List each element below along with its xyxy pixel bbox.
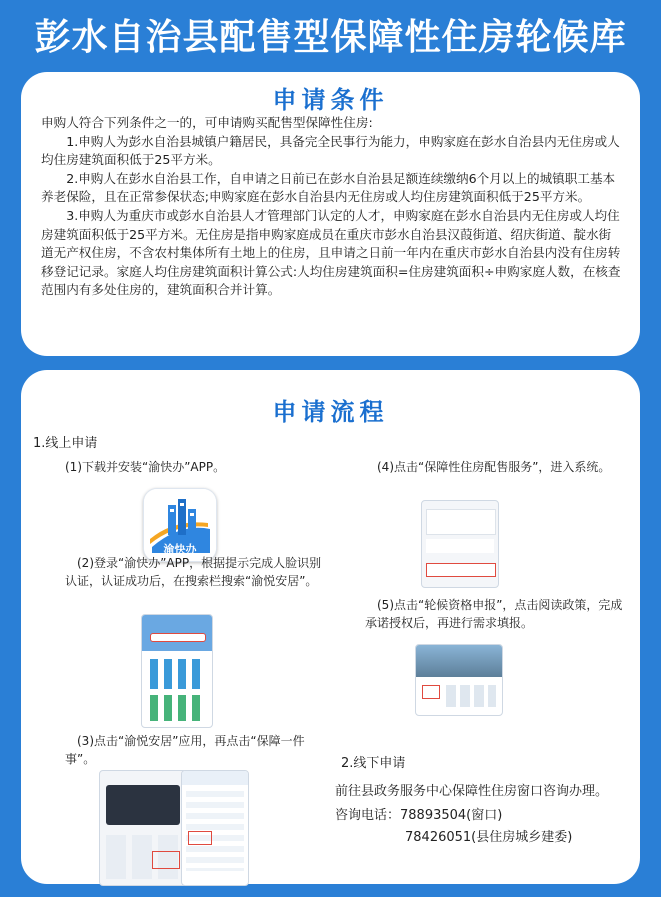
conditions-heading: 申请条件 <box>272 86 389 114</box>
phone-number-2: 78426051(县住房城乡建委) <box>405 830 573 845</box>
condition-item: 2.申购人在彭水自治县工作，自申请之日前已在彭水自治县足额连续缴纳6个月以上的城镇职工基本养老保险，且在正常参保状态;申购家庭在彭水自治县内无住房或人均住房建筑面积低于25平方米。 <box>41 170 616 205</box>
step-4-text: (4)点击“保障性住房配售服务”，进入系统。 <box>377 460 611 474</box>
conditions-body <box>41 114 621 300</box>
step-2-text: (2)登录“渝快办”APP，根据提示完成人脸识别认证，认证成功后，在搜索栏搜索“渝悦安居”。 <box>65 556 322 588</box>
condition-item: 1.申购人为彭水自治县城镇户籍居民，具备完全民事行为能力，申购家庭在彭水自治县内无住房或人均住房建筑面积低于25平方米。 <box>41 133 620 168</box>
page-title: 彭水自治县配售型保障性住房轮候库 <box>34 17 627 58</box>
step-5-screenshot <box>415 644 503 716</box>
step-3-screenshot-b <box>181 770 249 886</box>
online-apply-title: 1.线上申请 <box>33 436 98 451</box>
conditions-card <box>21 72 640 356</box>
process-heading: 申请流程 <box>272 398 389 426</box>
phone-label-row <box>335 804 502 823</box>
step-5-text: (5)点击“轮候资格申报”，点击阅读政策，完成承诺授权后，再进行需求填报。 <box>365 598 623 630</box>
app-icon <box>143 488 217 562</box>
step-3-screenshot-a <box>99 770 187 886</box>
offline-apply-text: 前往县政务服务中心保障性住房窗口咨询办理。 <box>335 784 609 799</box>
step-3-text: (3)点击“渝悦安居”应用，再点击“保障一件事”。 <box>65 734 305 766</box>
phone-label: 咨询电话： <box>335 808 401 823</box>
step-2-screenshot <box>141 614 213 728</box>
offline-apply-title: 2.线下申请 <box>341 756 406 771</box>
conditions-intro: 申购人符合下列条件之一的，可申请购买配售型保障性住房: <box>41 115 373 130</box>
phone-number-1: 78893504(窗口) <box>400 808 503 823</box>
condition-item: 3.申购人为重庆市或彭水自治县人才管理部门认定的人才，申购家庭在彭水自治县内无住房或人均住房建筑面积低于25平方米。无住房是指申购家庭成员在重庆市彭水自治县汉葭街道、绍庆街道、靛水街道无产权住房，不含农村集体所有土地上的住房，且申请之日前一年内在重庆市彭水自治县内没有住房转移登记记录。家庭人均住房建筑面积计算公式:人均住房建筑面积=住房建筑面积÷申购家庭人数，在核查范围内有多处住房的，建筑面积合并计算。 <box>41 207 621 298</box>
process-card <box>21 370 640 884</box>
app-icon-label: 渝快办 <box>163 543 197 556</box>
step-1-text: (1)下载并安装“渝快办”APP。 <box>65 460 226 474</box>
step-4-screenshot <box>421 500 499 588</box>
